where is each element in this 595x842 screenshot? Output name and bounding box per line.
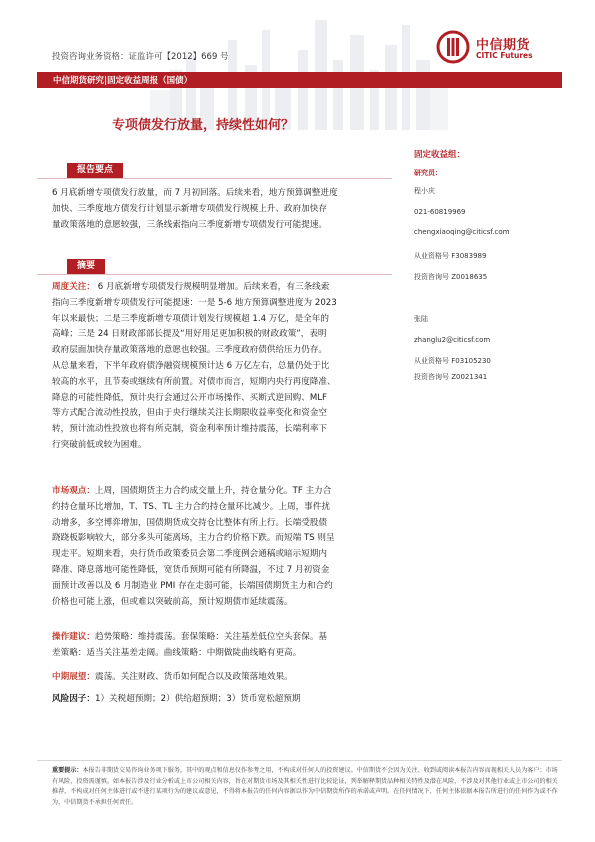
citic-futures-logo: [436, 30, 566, 66]
logo-english-name: CITIC Futures: [476, 51, 533, 60]
risk-label: 风险因子：: [52, 694, 95, 704]
analyst-1-name: 程小庆: [414, 187, 435, 195]
weekly-focus-line: 转，预计流动性投放也将有所克制，资金利率预计维持震荡，长端利率下: [52, 424, 328, 435]
summary-line: 加快、三季度地方债发行计划显示新增专项债发行规模上升、政府加快存: [52, 203, 328, 214]
license-statement: 投资咨询业务资格：证监许可【2012】669 号: [52, 52, 229, 62]
abstract-section-header: [37, 259, 392, 275]
mid-term-label: 中期展望：: [52, 672, 95, 682]
market-view-paragraph: [52, 484, 394, 610]
market-view-line: 现走平。短期来看，央行货币政策委员会第二季度例会通稿或暗示短期内: [52, 549, 328, 560]
weekly-focus-line: 年以来最快；二是三季度新增专项债计划发行规模超 1.4 万亿，是全年的: [52, 313, 329, 324]
market-view-label: 市场观点：: [52, 486, 95, 496]
weekly-focus-paragraph: [52, 280, 394, 454]
market-view-line: 动增多，多空博弈增加，国债期货成交持仓比整体有所上行。长端受股债: [52, 517, 328, 528]
weekly-focus-line: 行突破前低或较为困难。: [52, 439, 147, 450]
mid-term-paragraph: [52, 670, 394, 686]
market-view-line: 跷跷板影响较大，部分多头可能离场，主力合约价格下跌。而短端 TS 则呈: [52, 533, 335, 544]
weekly-focus-line: 6 月底新增专项债发行规模明显增加。后续来看，有三条线索: [94, 282, 330, 292]
report-headline: 专项债发行放量，持续性如何？: [112, 118, 295, 133]
market-view-line: 约持仓量环比增加，T、TS、TL 主力合约持仓量环比减少。上周，事件扰: [52, 501, 330, 512]
risk-paragraph: [52, 692, 394, 708]
summary-line: 量政策落地的意愿较强，三条线索指向三季度新增专项债发行可能提速。: [52, 219, 328, 230]
weekly-focus-line: 政府层面加快存量政策落地的意愿也较强。三季度政府债供给压力仍存。: [52, 345, 328, 356]
disclaimer-block: [52, 766, 562, 808]
analyst-2-consult-number: 投资咨询号 Z0021341: [414, 373, 488, 381]
report-category-text: 中信期货研究|固定收益周报（国债）: [53, 76, 193, 86]
abstract-tag: 摘要: [67, 259, 105, 274]
summary-paragraph: [52, 186, 394, 233]
risk-text: 1）关税超预期；2）供给超预期；3）货币宽松超预期: [94, 694, 301, 704]
logo-chinese-name: 中信期货: [476, 38, 531, 53]
summary-section-header: [37, 163, 392, 179]
disclaimer-heading: 重要提示：: [52, 767, 83, 774]
market-view-line: 上周，国债期货主力合约成交量上升，持仓量分化。TF 主力合: [94, 486, 332, 496]
analyst-2-name: 张陆: [414, 315, 428, 323]
summary-line: 6 月底新增专项债发行放量，而 7 月初回落。后续来看，地方预算调整进度: [52, 188, 338, 198]
analyst-1-registration: 从业资格号 F3083989: [414, 252, 487, 260]
researcher-label: 研究员：: [414, 169, 442, 177]
operation-paragraph: [52, 630, 394, 662]
analyst-2-registration: 从业资格号 F03105230: [414, 357, 491, 365]
weekly-focus-line: 较高的水平，且节奏或继续有所前置。对债市而言，短期内央行再度降准、: [52, 376, 336, 387]
citic-logo-icon: [436, 30, 470, 64]
weekly-focus-label: 周度关注：: [52, 282, 95, 292]
weekly-focus-line: 高峰；三是 24 日财政部部长提及“用好用足更加积极的财政政策”，表明: [52, 329, 327, 340]
analyst-2-email[interactable]: zhanglu2@citicsf.com: [414, 336, 491, 344]
market-view-line: 降准、降息落地可能性降低，宽货币预期可能有所降温，不过 7 月初资金: [52, 564, 330, 575]
weekly-focus-line: 等方式配合流动性投放，但由于央行继续关注长期限收益率变化和资金空: [52, 408, 328, 419]
market-view-line: 面预计改善以及 6 月制造业 PMI 存在走弱可能，长端国债期货主力和合约: [52, 580, 333, 591]
weekly-focus-line: 降息的可能性降低，预计央行会通过公开市场操作、买断式逆回购、MLF: [52, 392, 327, 403]
mid-term-text: 震荡。关注财政、货币如何配合以及政策落地效果。: [94, 672, 293, 682]
market-view-line: 价格也可能上涨，但或难以突破前高，预计短期债市延续震荡。: [52, 596, 293, 607]
report-date: 2025-06-29: [478, 78, 530, 87]
operation-line: 差策略：适当关注基差走阔。曲线策略：中期做陡曲线略有更高。: [52, 647, 302, 658]
operation-line: 趋势策略：维持震荡。套保策略：关注基差低位空头套保。基: [94, 632, 328, 642]
analyst-1-phone: 021-60819969: [414, 208, 466, 216]
disclaimer-divider: [37, 760, 562, 761]
analyst-1-consult-number: 投资咨询号 Z0018635: [414, 273, 488, 281]
summary-tag: 报告要点: [67, 163, 123, 178]
team-title: 固定收益组：: [414, 150, 466, 160]
operation-label: 操作建议：: [52, 632, 95, 642]
weekly-focus-line: 指向三季度新增专项债发行可能提速：一是 5-6 地方预算调整进度为 2023: [52, 297, 337, 308]
disclaimer-text: 本报告非期货交易咨询业务项下服务，其中的观点和信息仅作参考之用，不构成对任何人的投资建议。中信期货不会因为关注、收到或阅读本报告内容而视相关人员为客户；市场有风险，投资需谨慎。如本报告涉及行业分析或上市公司相关内容，旨在对期货市场及其相关性进行比较论证，列举解释期货品种相关特性及潜在风险，不涉及对其他行业或上市公司的相关推荐，不构成对任何主体进行或不进行某项行为的建议或意见，不得将本报告的任何内容据以作为中信期货所作的承诺或声明。在任何情况下，任何主体依据本报告所进行的任何作为或不作为，中信期货不承担任何责任。: [52, 767, 558, 806]
analyst-1-email[interactable]: chengxiaoqing@citicsf.com: [414, 228, 510, 236]
weekly-focus-line: 从总量来看，下半年政府债净融资规模预计达 6 万亿左右，总量仍处于比: [52, 360, 330, 371]
